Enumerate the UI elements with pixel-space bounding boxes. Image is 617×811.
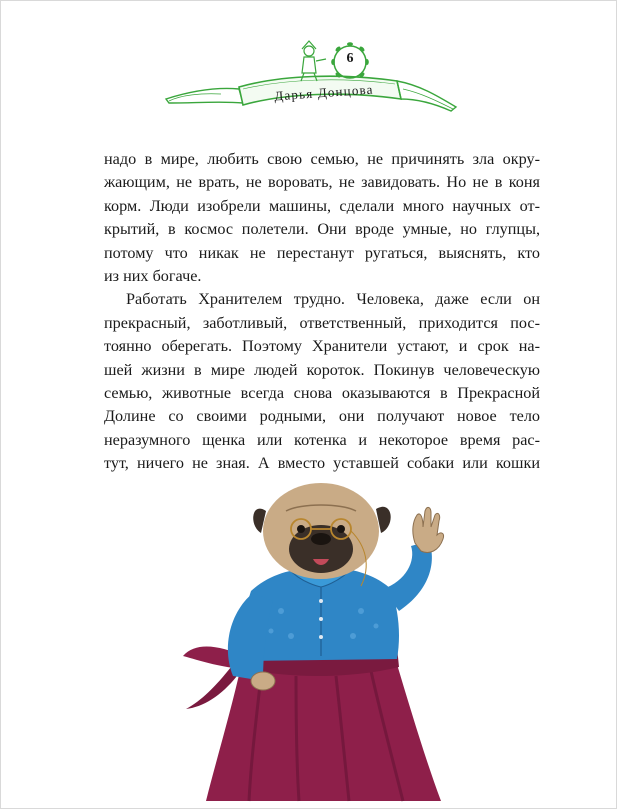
- page-number: 6: [346, 51, 354, 66]
- text-line: корм. Люди изобрели машины, сделали много научных от-: [104, 196, 540, 215]
- text-line: шей жизни в мире людей короток. Покинув человеческую: [104, 360, 540, 379]
- text-line: тут, ничего не зная. А вместо уставшей собаки или кошки: [104, 454, 540, 473]
- text-line: надо в мире, любить свою семью, не причинять зла окру-: [104, 150, 540, 168]
- text-line: потому что никак не перестанут ругаться, выяснять, кто: [104, 243, 540, 262]
- text-line: неразумного щенка или котенка и некоторое время рас-: [104, 430, 540, 449]
- page-header: [161, 29, 461, 119]
- text-line: Работать Хранителем трудно. Человека, даже если он: [126, 290, 540, 309]
- ribbon-ornament: [161, 29, 461, 119]
- skirt: [206, 661, 441, 801]
- running-head-author: Дарья Донцова: [273, 81, 375, 104]
- text-line: семью, животные всегда снова оказываются в Прекрасной: [104, 384, 540, 403]
- text-line: из них богаче.: [104, 267, 202, 286]
- text-line: крытий, в космос полетели. Они вроде умные, но глупцы,: [104, 220, 540, 239]
- pug-illustration: [171, 471, 471, 806]
- text-line: жающим, не врать, не воровать, не завидовать. Но не в коня: [104, 173, 540, 192]
- text-line: Долине со своими родными, они получают новое тело: [104, 407, 540, 426]
- body-text: [104, 148, 540, 476]
- text-line: прекрасный, заботливый, ответственный, приходится пос-: [104, 313, 540, 332]
- text-line: тоянно оберегать. Поэтому Хранители устают, и срок на-: [104, 337, 540, 356]
- pug-head: [253, 483, 390, 586]
- gnome-figure-icon: [301, 41, 326, 81]
- waving-paw: [413, 507, 444, 552]
